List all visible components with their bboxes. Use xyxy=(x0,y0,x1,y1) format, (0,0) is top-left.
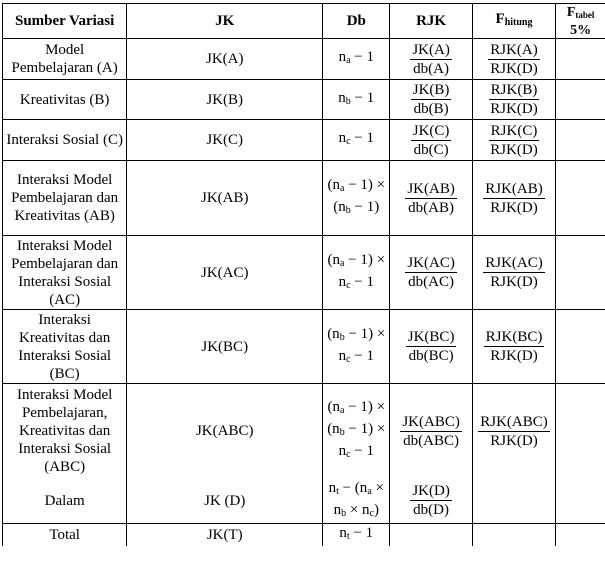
numerator: RJK(A) xyxy=(490,41,538,58)
source-cell: Interaksi Model Pembelajaran, Kreativitas dan Interaksi Sosial (ABC) xyxy=(3,384,127,479)
db-text: − 1 xyxy=(350,130,374,146)
table-row xyxy=(3,39,605,80)
denominator: db(A) xyxy=(413,60,449,77)
numerator: JK(A) xyxy=(412,41,450,58)
denominator: RJK(D) xyxy=(490,141,538,158)
source-cell: Dalam xyxy=(3,479,127,524)
f-hitung-cell xyxy=(472,384,555,479)
f-hitung-fraction xyxy=(488,41,540,78)
db-text: (n xyxy=(327,399,340,416)
jk-cell: JK(T) xyxy=(127,523,323,546)
denominator: db(C) xyxy=(413,141,449,158)
source-cell: Interaksi Kreativitas dan Interaksi Sosial (BC) xyxy=(3,310,127,384)
rjk-cell xyxy=(390,161,472,236)
db-cell xyxy=(323,39,390,80)
f-hitung-cell xyxy=(472,120,555,161)
f-sub: tabel xyxy=(575,9,595,20)
db-subscript: b xyxy=(341,507,347,519)
db-text: × n xyxy=(346,501,370,518)
jk-cell: JK(B) xyxy=(127,80,323,120)
db-cell xyxy=(323,80,390,120)
db-cell xyxy=(323,310,390,384)
numerator: JK(B) xyxy=(412,82,450,98)
db-text: − 1 xyxy=(350,49,374,65)
source-cell: Kreativitas (B) xyxy=(3,80,127,120)
jk-cell: JK(A) xyxy=(127,39,323,80)
f-hitung-fraction xyxy=(489,81,540,118)
f-sub: hitung xyxy=(504,17,533,28)
f-label: F xyxy=(566,4,576,20)
f-hitung-cell xyxy=(472,310,555,384)
rjk-fraction xyxy=(410,41,452,78)
f-tabel-cell xyxy=(556,523,605,546)
db-cell xyxy=(323,479,390,524)
rjk-fraction xyxy=(406,328,457,365)
db-text: (n xyxy=(327,251,340,268)
f-hitung-fraction xyxy=(484,328,545,365)
db-text: − 1 xyxy=(350,443,374,460)
denominator: db(B) xyxy=(413,101,449,117)
f-tabel-cell xyxy=(556,161,605,236)
denominator: db(ABC) xyxy=(403,432,460,449)
table-row xyxy=(3,310,605,384)
table-row xyxy=(3,384,605,479)
table-row xyxy=(3,479,605,524)
rjk-cell xyxy=(390,310,472,384)
table-row xyxy=(3,161,605,236)
f-tabel-cell xyxy=(556,120,605,161)
rjk-cell xyxy=(390,479,472,524)
f-tabel-cell xyxy=(556,479,605,524)
denominator: db(AB) xyxy=(408,199,454,216)
source-cell: Model Pembelajaran (A) xyxy=(3,39,127,80)
rjk-cell xyxy=(390,236,472,310)
db-text: (n xyxy=(327,325,340,342)
source-cell: Interaksi Model Pembelajaran dan Kreativitas (AB) xyxy=(3,161,127,236)
db-text: n xyxy=(339,524,347,541)
f-hitung-cell xyxy=(472,523,555,546)
db-subscript: a xyxy=(367,485,372,497)
source-cell: Total xyxy=(3,523,127,546)
f-hitung-cell xyxy=(472,80,555,120)
db-text: − (n xyxy=(338,479,368,496)
denominator: RJK(D) xyxy=(490,348,538,364)
numerator: JK(AC) xyxy=(407,255,455,271)
db-cell xyxy=(323,384,390,479)
db-cell xyxy=(323,161,390,236)
numerator: JK(ABC) xyxy=(402,413,460,430)
denominator: RJK(D) xyxy=(490,199,538,216)
numerator: RJK(C) xyxy=(490,122,538,139)
rjk-fraction xyxy=(411,122,452,159)
db-text: − 1 xyxy=(350,273,374,290)
rjk-cell xyxy=(390,523,472,546)
db-cell xyxy=(323,523,390,546)
rjk-fraction xyxy=(405,180,457,217)
f-tabel-cell xyxy=(556,39,605,80)
jk-cell: JK(AC) xyxy=(127,236,323,310)
db-subscript: t xyxy=(346,530,350,542)
rjk-fraction xyxy=(410,482,452,519)
jk-cell: JK(AB) xyxy=(127,161,323,236)
numerator: RJK(ABC) xyxy=(480,413,548,430)
db-cell xyxy=(323,120,390,161)
numerator: RJK(AB) xyxy=(485,180,543,197)
header-rjk: RJK xyxy=(390,4,472,39)
db-cell xyxy=(323,236,390,310)
numerator: RJK(AC) xyxy=(485,255,543,271)
denominator: RJK(D) xyxy=(490,101,538,117)
jk-cell: JK(C) xyxy=(127,120,323,161)
f-hitung-fraction xyxy=(483,180,545,217)
db-subscript: a xyxy=(339,183,345,194)
f-tabel-cell xyxy=(556,310,605,384)
rjk-fraction xyxy=(400,413,462,450)
db-text: − 1 xyxy=(350,347,374,364)
db-text: (n xyxy=(327,177,340,193)
numerator: JK(D) xyxy=(412,483,450,499)
f-tabel-cell xyxy=(556,384,605,479)
numerator: JK(BC) xyxy=(407,329,455,345)
table-row xyxy=(3,120,605,161)
db-subscript: c xyxy=(346,353,351,365)
table-row xyxy=(3,523,605,546)
jk-cell: JK(BC) xyxy=(127,310,323,384)
f-pct: 5% xyxy=(570,22,592,38)
header-f-tabel xyxy=(556,4,605,39)
rjk-cell xyxy=(390,384,472,479)
anova-table xyxy=(2,3,605,546)
header-row xyxy=(3,4,605,39)
header-db: Db xyxy=(323,4,390,39)
f-tabel-cell xyxy=(556,80,605,120)
db-subscript: c xyxy=(346,449,351,461)
numerator: JK(AB) xyxy=(407,180,455,197)
denominator: db(AC) xyxy=(408,274,454,290)
numerator: RJK(BC) xyxy=(485,329,543,345)
table-row xyxy=(3,80,605,120)
header-jk: JK xyxy=(127,4,323,39)
db-subscript: a xyxy=(346,55,351,66)
rjk-cell xyxy=(390,39,472,80)
denominator: RJK(D) xyxy=(490,432,538,449)
db-subscript: t xyxy=(336,485,339,497)
db-subscript: b xyxy=(345,205,351,216)
numerator: JK(C) xyxy=(412,122,450,139)
f-label: F xyxy=(495,11,505,27)
denominator: RJK(D) xyxy=(490,60,538,77)
table-row xyxy=(3,236,605,310)
db-subscript: a xyxy=(339,405,345,417)
db-text: ) xyxy=(373,501,379,518)
db-text: × n xyxy=(333,479,384,518)
denominator: RJK(D) xyxy=(490,274,538,290)
f-hitung-cell xyxy=(472,479,555,524)
denominator: db(D) xyxy=(413,502,449,518)
f-hitung-cell xyxy=(472,236,555,310)
db-text: − 1) xyxy=(350,199,380,215)
db-text: n xyxy=(338,130,347,146)
f-hitung-cell xyxy=(472,161,555,236)
db-subscript: c xyxy=(369,507,374,519)
rjk-cell xyxy=(390,120,472,161)
denominator: db(BC) xyxy=(408,348,454,364)
source-cell: Interaksi Model Pembelajaran dan Interaksi Sosial (AC) xyxy=(3,236,127,310)
header-source: Sumber Variasi xyxy=(3,4,127,39)
f-hitung-fraction xyxy=(489,122,540,159)
rjk-fraction xyxy=(405,254,457,291)
db-text: − 1) × (n xyxy=(327,399,386,438)
db-subscript: c xyxy=(346,136,351,147)
numerator: RJK(B) xyxy=(490,82,538,98)
db-text: − 1 xyxy=(349,524,374,541)
f-tabel-cell xyxy=(556,236,605,310)
db-subscript: b xyxy=(339,427,345,439)
jk-cell: JK(ABC) xyxy=(127,384,323,479)
f-hitung-fraction xyxy=(478,413,550,450)
source-cell: Interaksi Sosial (C) xyxy=(3,120,127,161)
db-text: − 1) × n xyxy=(338,325,386,364)
db-text: − 1) × n xyxy=(338,421,386,460)
db-text: − 1) × (n xyxy=(333,177,386,215)
db-subscript: b xyxy=(345,95,351,107)
rjk-fraction xyxy=(411,81,452,118)
db-text: − 1 xyxy=(350,89,375,106)
f-hitung-fraction xyxy=(483,254,545,291)
db-text: n xyxy=(338,89,346,106)
db-subscript: c xyxy=(346,279,351,291)
db-subscript: a xyxy=(339,257,345,269)
jk-cell: JK (D) xyxy=(127,479,323,524)
header-f-hitung xyxy=(472,4,555,39)
f-hitung-cell xyxy=(472,39,555,80)
rjk-cell xyxy=(390,80,472,120)
db-text: n xyxy=(338,49,347,65)
db-text: − 1) × n xyxy=(338,251,386,290)
db-text: n xyxy=(328,479,337,496)
db-subscript: b xyxy=(339,331,345,343)
